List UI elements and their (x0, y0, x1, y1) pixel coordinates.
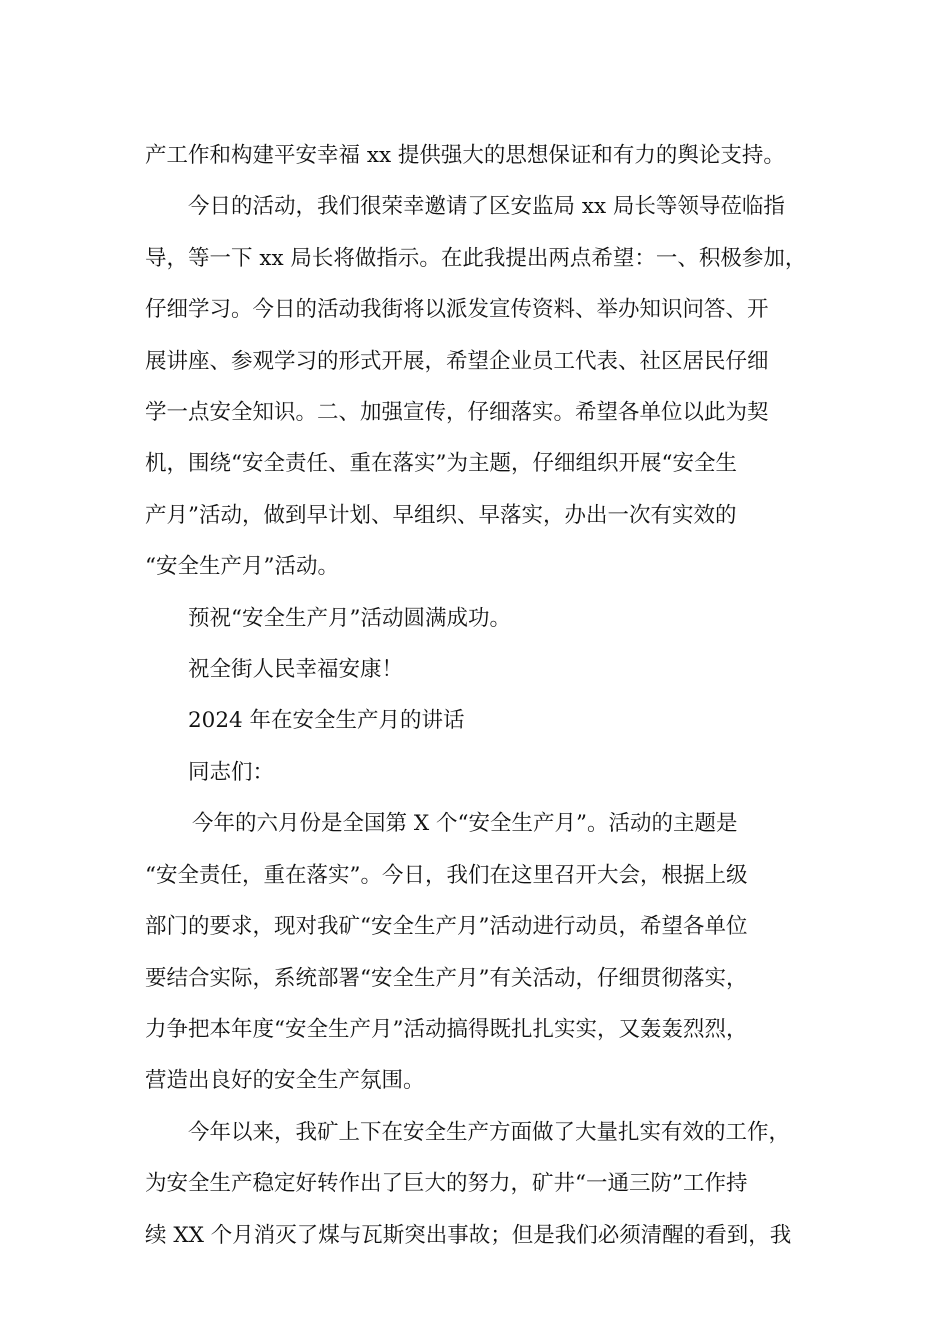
text-line: 部门的要求，现对我矿“安全生产月”活动进行动员，希望各单位 (145, 914, 748, 940)
text-line: 同志们： (188, 759, 275, 785)
text-line: 仔细学习。今日的活动我街将以派发宣传资料、举办知识问答、开 (145, 297, 769, 323)
text-line: 要结合实际，系统部署“安全生产月”有关活动，仔细贯彻落实， (145, 965, 748, 991)
text-line: 产月”活动，做到早计划、早组织、早落实，办出一次有实效的 (145, 502, 737, 528)
text-line: 今年以来，我矿上下在安全生产方面做了大量扎实有效的工作， (188, 1119, 791, 1145)
document-body (145, 130, 835, 1261)
text-line: 续 XX 个月消灭了煤与瓦斯突出事故；但是我们必须清醒的看到，我 (145, 1222, 792, 1248)
text-line: 为安全生产稳定好转作出了巨大的努力，矿井“一通三防”工作持 (145, 1171, 748, 1197)
paragraph-6 (145, 1107, 835, 1261)
paragraph-1 (145, 130, 835, 181)
text-line: 力争把本年度“安全生产月”活动搞得既扎扎实实，又轰轰烈烈， (145, 1016, 748, 1042)
paragraph-2 (145, 181, 835, 592)
text-line: 祝全街人民幸福安康！ (188, 657, 404, 683)
text-line: 机，围绕“安全责任、重在落实”为主题，仔细组织开展“安全生 (145, 451, 737, 477)
salutation (145, 747, 835, 798)
text-line: 导，等一下 xx 局长将做指示。在此我提出两点希望：一、积极参加， (145, 245, 807, 271)
text-line: 学一点安全知识。二、加强宣传，仔细落实。希望各单位以此为契 (145, 400, 769, 426)
text-line: “安全责任，重在落实”。今日，我们在这里召开大会，根据上级 (145, 862, 748, 888)
paragraph-4 (145, 644, 835, 695)
paragraph-5 (145, 798, 835, 1106)
text-line: 营造出良好的安全生产氛围。 (145, 1068, 425, 1094)
text-line: 展讲座、参观学习的形式开展，希望企业员工代表、社区居民仔细 (145, 348, 769, 374)
text-line: 预祝“安全生产月”活动圆满成功。 (188, 605, 511, 631)
speech-title (145, 695, 835, 746)
text-line: 产工作和构建平安幸福 xx 提供强大的思想保证和有力的舆论支持。 (145, 143, 785, 168)
text-line: “安全生产月”活动。 (145, 554, 339, 580)
text-line: 2024 年在安全生产月的讲话 (188, 708, 465, 734)
text-line: 今日的活动，我们很荣幸邀请了区安监局 xx 局长等领导莅临指 (188, 194, 785, 220)
text-line: 今年的六月份是全国第 X 个“安全生产月”。活动的主题是 (192, 811, 738, 837)
paragraph-3 (145, 593, 835, 644)
